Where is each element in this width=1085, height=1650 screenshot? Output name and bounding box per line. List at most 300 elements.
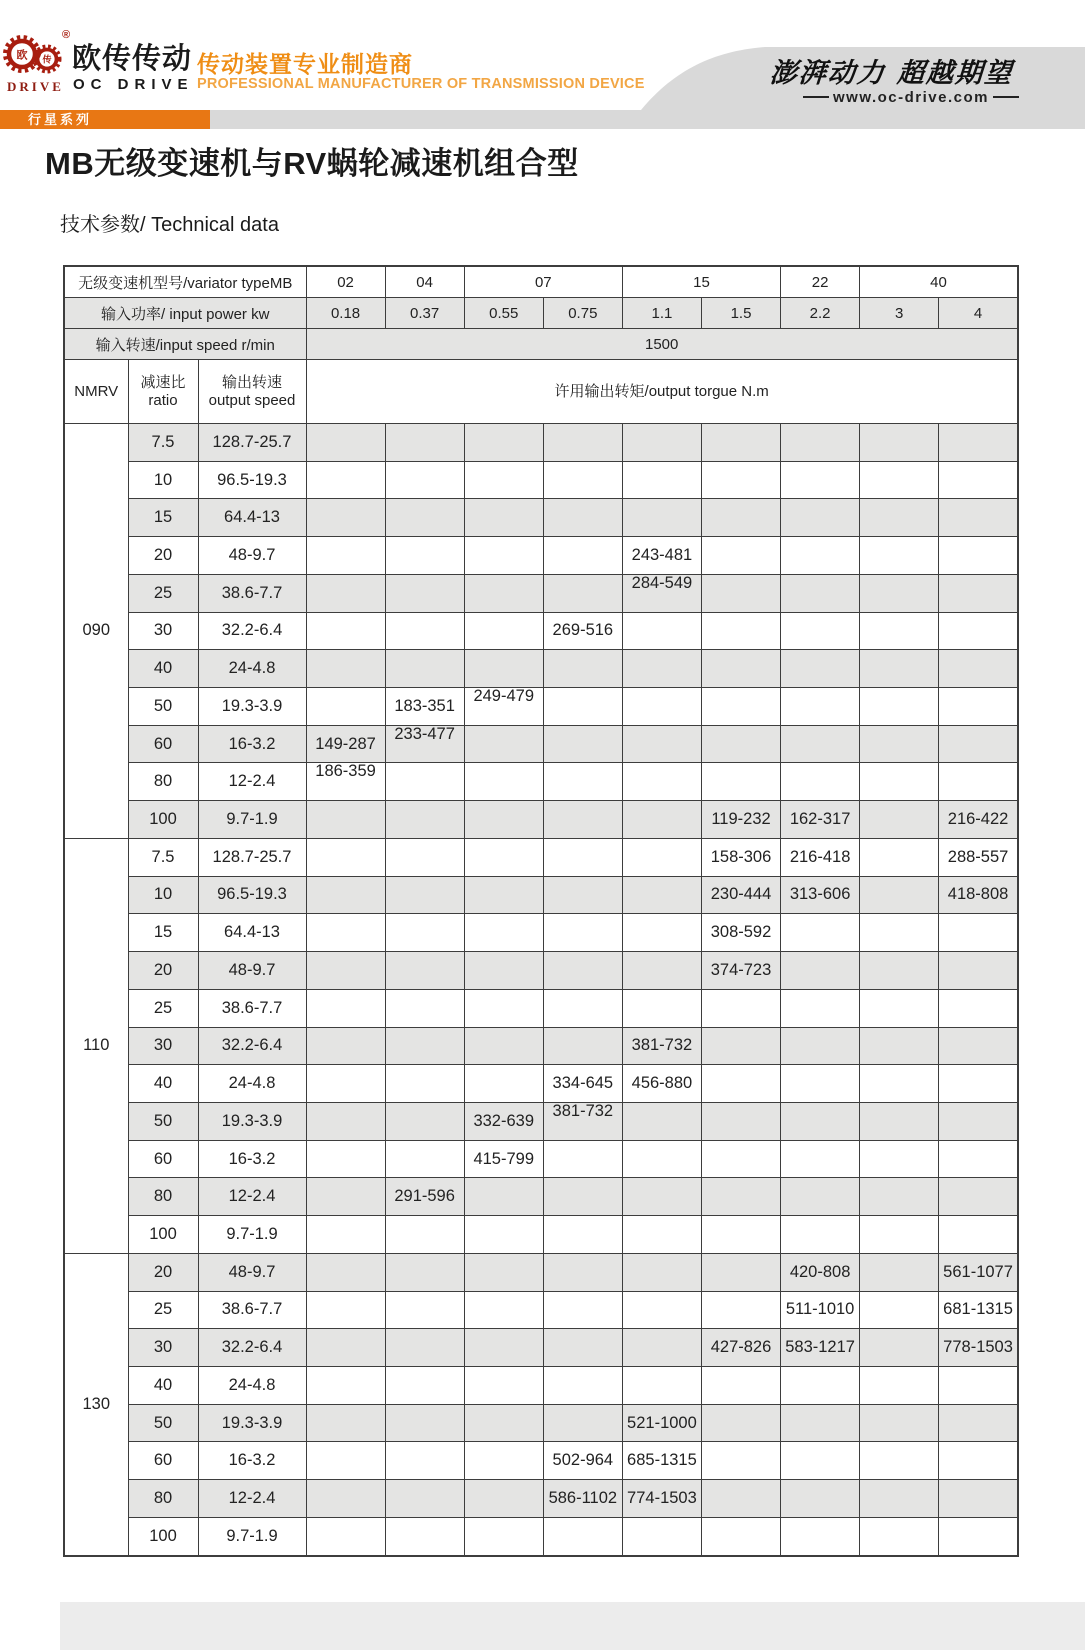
- torque-cell: [860, 952, 939, 990]
- output-speed-cell: 9.7-1.9: [198, 801, 306, 839]
- torque-cell: [464, 876, 543, 914]
- torque-cell: 288-557: [939, 838, 1018, 876]
- table-row: [64, 914, 1018, 952]
- torque-cell: [543, 725, 622, 763]
- torque-cell: [701, 1065, 780, 1103]
- oc-drive-gears-logo-icon: [2, 30, 66, 82]
- ratio-cell: 30: [128, 1027, 198, 1065]
- torque-cell: 216-418: [781, 838, 860, 876]
- torque-cell: [464, 650, 543, 688]
- tech-table-body: [64, 266, 1018, 1556]
- torque-cell: 149-287: [306, 725, 385, 763]
- torque-cell: [860, 650, 939, 688]
- torque-cell: 308-592: [701, 914, 780, 952]
- torque-cell: [860, 537, 939, 575]
- torque-cell: [622, 914, 701, 952]
- table-row: [64, 499, 1018, 537]
- torque-cell: 374-723: [701, 952, 780, 990]
- torque-cell: [385, 424, 464, 462]
- output-speed-cell: 12-2.4: [198, 1178, 306, 1216]
- ratio-cell: 60: [128, 1140, 198, 1178]
- nmrv-section-label: 090: [64, 424, 128, 839]
- output-speed-cell: 32.2-6.4: [198, 1329, 306, 1367]
- output-speed-cell: 96.5-19.3: [198, 876, 306, 914]
- torque-cell: [860, 725, 939, 763]
- torque-cell: [781, 1216, 860, 1254]
- torque-cell: [939, 424, 1018, 462]
- header-power-value: 0.75: [543, 298, 622, 329]
- output-speed-cell: 64.4-13: [198, 499, 306, 537]
- ratio-cell: 50: [128, 688, 198, 726]
- torque-cell: [622, 612, 701, 650]
- table-row: [64, 1291, 1018, 1329]
- torque-cell: [385, 1442, 464, 1480]
- torque-cell: 291-596: [385, 1178, 464, 1216]
- output-speed-cell: 38.6-7.7: [198, 574, 306, 612]
- torque-cell: [464, 461, 543, 499]
- output-speed-cell: 9.7-1.9: [198, 1216, 306, 1254]
- torque-cell: [701, 1480, 780, 1518]
- header-power-value: 0.18: [306, 298, 385, 329]
- torque-cell: [939, 725, 1018, 763]
- table-row: [64, 612, 1018, 650]
- output-speed-cell: 128.7-25.7: [198, 424, 306, 462]
- header-power-value: 4: [939, 298, 1018, 329]
- torque-cell: [701, 1216, 780, 1254]
- torque-cell: [781, 1442, 860, 1480]
- table-row: [64, 876, 1018, 914]
- output-speed-cell: 9.7-1.9: [198, 1517, 306, 1555]
- torque-cell: [781, 1140, 860, 1178]
- ratio-cell: 15: [128, 914, 198, 952]
- torque-cell: [306, 952, 385, 990]
- torque-cell: [622, 989, 701, 1027]
- torque-cell: [781, 989, 860, 1027]
- ratio-cell: 25: [128, 1291, 198, 1329]
- torque-cell: 681-1315: [939, 1291, 1018, 1329]
- output-speed-cell: 16-3.2: [198, 1140, 306, 1178]
- torque-cell: 586-1102: [543, 1480, 622, 1518]
- table-row: [64, 1140, 1018, 1178]
- table-row: [64, 1366, 1018, 1404]
- torque-cell: [701, 499, 780, 537]
- table-row: [64, 1027, 1018, 1065]
- header-power-value: 2.2: [781, 298, 860, 329]
- torque-cell: [464, 989, 543, 1027]
- torque-cell: [464, 1027, 543, 1065]
- ratio-cell: 80: [128, 1480, 198, 1518]
- torque-cell: [939, 461, 1018, 499]
- torque-cell: [306, 1291, 385, 1329]
- gear-char-2: 传: [42, 54, 52, 65]
- torque-cell: [464, 1442, 543, 1480]
- torque-cell: [464, 1291, 543, 1329]
- torque-cell: 249-479: [464, 688, 543, 726]
- torque-cell: [543, 574, 622, 612]
- torque-cell: [939, 1517, 1018, 1555]
- torque-cell: [860, 1442, 939, 1480]
- ratio-cell: 7.5: [128, 424, 198, 462]
- torque-cell: [701, 650, 780, 688]
- torque-cell: [306, 537, 385, 575]
- torque-cell: [622, 688, 701, 726]
- torque-cell: [781, 1517, 860, 1555]
- ratio-cell: 40: [128, 650, 198, 688]
- nmrv-section-label: 130: [64, 1253, 128, 1555]
- technical-data-table-wrap: [63, 265, 1019, 1557]
- torque-cell: 186-359: [306, 763, 385, 801]
- torque-cell: [385, 461, 464, 499]
- torque-cell: [385, 1216, 464, 1254]
- torque-cell: [385, 1102, 464, 1140]
- torque-cell: [543, 1216, 622, 1254]
- torque-cell: 243-481: [622, 537, 701, 575]
- torque-cell: [701, 537, 780, 575]
- torque-cell: [939, 1027, 1018, 1065]
- torque-cell: [622, 952, 701, 990]
- nmrv-section-label: 110: [64, 838, 128, 1253]
- ratio-cell: 15: [128, 499, 198, 537]
- torque-cell: [385, 537, 464, 575]
- torque-cell: [701, 1442, 780, 1480]
- table-row: [64, 1102, 1018, 1140]
- torque-cell: [939, 1480, 1018, 1518]
- torque-cell: [781, 1065, 860, 1103]
- torque-cell: [385, 612, 464, 650]
- torque-cell: [622, 1291, 701, 1329]
- torque-cell: [860, 838, 939, 876]
- torque-cell: [543, 952, 622, 990]
- torque-cell: [781, 763, 860, 801]
- table-row: [64, 1517, 1018, 1555]
- torque-cell: [781, 1480, 860, 1518]
- header-col-output-speed: 输出转速 output speed: [198, 360, 306, 424]
- torque-cell: 456-880: [622, 1065, 701, 1103]
- torque-cell: [860, 424, 939, 462]
- torque-cell: [701, 1102, 780, 1140]
- header-power-label: 输入功率/ input power kw: [64, 298, 306, 329]
- torque-cell: [939, 989, 1018, 1027]
- torque-cell: [622, 1140, 701, 1178]
- torque-cell: [543, 801, 622, 839]
- torque-cell: [781, 461, 860, 499]
- output-speed-cell: 24-4.8: [198, 650, 306, 688]
- torque-cell: [939, 1065, 1018, 1103]
- table-row: [64, 1178, 1018, 1216]
- torque-cell: [622, 876, 701, 914]
- torque-cell: [306, 801, 385, 839]
- torque-cell: 685-1315: [622, 1442, 701, 1480]
- torque-cell: [860, 1140, 939, 1178]
- torque-cell: [543, 914, 622, 952]
- header-speed-label: 输入转速/input speed r/min: [64, 329, 306, 360]
- torque-cell: [701, 1517, 780, 1555]
- torque-cell: 158-306: [701, 838, 780, 876]
- output-speed-cell: 24-4.8: [198, 1366, 306, 1404]
- torque-cell: [543, 876, 622, 914]
- torque-cell: 230-444: [701, 876, 780, 914]
- torque-cell: [306, 1404, 385, 1442]
- ratio-cell: 80: [128, 763, 198, 801]
- torque-cell: [306, 1517, 385, 1555]
- torque-cell: [464, 537, 543, 575]
- page-subtitle: 技术参数/ Technical data: [60, 214, 279, 236]
- torque-cell: [306, 574, 385, 612]
- torque-cell: [543, 1517, 622, 1555]
- torque-cell: 381-732: [622, 1027, 701, 1065]
- torque-cell: [464, 1253, 543, 1291]
- torque-cell: [385, 989, 464, 1027]
- torque-cell: [939, 499, 1018, 537]
- torque-cell: [860, 461, 939, 499]
- output-speed-cell: 48-9.7: [198, 537, 306, 575]
- torque-cell: [543, 424, 622, 462]
- table-row: [64, 952, 1018, 990]
- torque-cell: [860, 1404, 939, 1442]
- torque-cell: [622, 838, 701, 876]
- torque-cell: [781, 650, 860, 688]
- torque-cell: [543, 1027, 622, 1065]
- header-speed-value: 1500: [306, 329, 1018, 360]
- gray-swoosh-banner: [615, 45, 1085, 110]
- torque-cell: [622, 1253, 701, 1291]
- slogan-english: PROFESSIONAL MANUFACTURER OF TRANSMISSION DEVICE: [197, 76, 645, 92]
- torque-cell: [781, 612, 860, 650]
- torque-cell: [939, 914, 1018, 952]
- series-tab-label: 行星系列: [28, 112, 93, 127]
- torque-cell: [543, 1140, 622, 1178]
- ratio-cell: 10: [128, 461, 198, 499]
- torque-cell: [464, 725, 543, 763]
- torque-cell: [622, 763, 701, 801]
- torque-cell: [385, 1140, 464, 1178]
- series-tab: [0, 110, 210, 129]
- torque-cell: [543, 1291, 622, 1329]
- torque-cell: 332-639: [464, 1102, 543, 1140]
- ratio-cell: 30: [128, 612, 198, 650]
- header-variator-type: 07: [464, 266, 622, 298]
- output-speed-cell: 64.4-13: [198, 914, 306, 952]
- torque-cell: [781, 1366, 860, 1404]
- torque-cell: 502-964: [543, 1442, 622, 1480]
- torque-cell: [622, 1216, 701, 1254]
- table-row: [64, 424, 1018, 462]
- torque-cell: [306, 688, 385, 726]
- gear-char-1: 欧: [16, 49, 28, 62]
- torque-cell: 561-1077: [939, 1253, 1018, 1291]
- torque-cell: [464, 801, 543, 839]
- torque-cell: [306, 989, 385, 1027]
- torque-cell: [781, 688, 860, 726]
- ratio-cell: 30: [128, 1329, 198, 1367]
- torque-cell: [939, 1140, 1018, 1178]
- torque-cell: [860, 1065, 939, 1103]
- table-row: [64, 1216, 1018, 1254]
- torque-cell: [306, 1140, 385, 1178]
- torque-cell: [939, 688, 1018, 726]
- torque-cell: [306, 1253, 385, 1291]
- torque-cell: [543, 989, 622, 1027]
- header-variator-type: 40: [860, 266, 1018, 298]
- torque-cell: [385, 763, 464, 801]
- torque-cell: 774-1503: [622, 1480, 701, 1518]
- torque-cell: [939, 1178, 1018, 1216]
- dash-right: [993, 96, 1019, 98]
- torque-cell: [860, 612, 939, 650]
- torque-cell: [860, 989, 939, 1027]
- torque-cell: [385, 801, 464, 839]
- ratio-cell: 25: [128, 574, 198, 612]
- torque-cell: [860, 914, 939, 952]
- torque-cell: 334-645: [543, 1065, 622, 1103]
- torque-cell: [306, 1329, 385, 1367]
- torque-cell: 427-826: [701, 1329, 780, 1367]
- header-col-ratio: 减速比 ratio: [128, 360, 198, 424]
- torque-cell: [701, 1140, 780, 1178]
- torque-cell: [622, 461, 701, 499]
- brand-tagline: 澎湃动力 超越期望: [768, 58, 1014, 89]
- torque-cell: [701, 725, 780, 763]
- torque-cell: [622, 499, 701, 537]
- output-speed-cell: 96.5-19.3: [198, 461, 306, 499]
- torque-cell: [385, 1366, 464, 1404]
- page-title: MB无级变速机与RV蜗轮减速机组合型: [45, 146, 579, 181]
- torque-cell: 284-549: [622, 574, 701, 612]
- torque-cell: [306, 914, 385, 952]
- torque-cell: [939, 763, 1018, 801]
- table-row: [64, 989, 1018, 1027]
- torque-cell: [464, 1178, 543, 1216]
- torque-cell: [860, 1291, 939, 1329]
- torque-cell: [781, 537, 860, 575]
- header-variator-type: 04: [385, 266, 464, 298]
- output-speed-cell: 128.7-25.7: [198, 838, 306, 876]
- ratio-cell: 80: [128, 1178, 198, 1216]
- torque-cell: [306, 1366, 385, 1404]
- torque-cell: [860, 801, 939, 839]
- header-variator-label: 无级变速机型号/variator typeMB: [64, 266, 306, 298]
- website-url: www.oc-drive.com: [799, 89, 1023, 106]
- torque-cell: [622, 801, 701, 839]
- header-variator-type: 22: [781, 266, 860, 298]
- output-speed-cell: 16-3.2: [198, 725, 306, 763]
- torque-cell: [464, 1366, 543, 1404]
- torque-cell: [622, 424, 701, 462]
- torque-cell: 381-732: [543, 1102, 622, 1140]
- torque-cell: [860, 1102, 939, 1140]
- torque-cell: [306, 1027, 385, 1065]
- torque-cell: [701, 688, 780, 726]
- output-speed-cell: 48-9.7: [198, 952, 306, 990]
- table-row: [64, 688, 1018, 726]
- torque-cell: [701, 424, 780, 462]
- torque-cell: [306, 1178, 385, 1216]
- footer-band: [60, 1602, 1085, 1650]
- header-power-value: 0.55: [464, 298, 543, 329]
- torque-cell: [781, 1102, 860, 1140]
- torque-cell: 119-232: [701, 801, 780, 839]
- torque-cell: [939, 1216, 1018, 1254]
- torque-cell: 233-477: [385, 725, 464, 763]
- torque-cell: [385, 1253, 464, 1291]
- series-strip: [0, 110, 1085, 129]
- torque-cell: [860, 876, 939, 914]
- torque-cell: [543, 537, 622, 575]
- torque-cell: [701, 1404, 780, 1442]
- torque-cell: [939, 650, 1018, 688]
- torque-cell: [306, 838, 385, 876]
- torque-cell: [543, 838, 622, 876]
- torque-cell: [543, 1178, 622, 1216]
- torque-cell: [385, 499, 464, 537]
- torque-cell: 420-808: [781, 1253, 860, 1291]
- torque-cell: [701, 574, 780, 612]
- registered-trademark-mark: ®: [62, 29, 71, 41]
- torque-cell: [385, 838, 464, 876]
- ratio-cell: 20: [128, 537, 198, 575]
- torque-cell: [543, 1404, 622, 1442]
- table-row: [64, 266, 1018, 298]
- ratio-cell: 10: [128, 876, 198, 914]
- output-speed-cell: 38.6-7.7: [198, 989, 306, 1027]
- torque-cell: 269-516: [543, 612, 622, 650]
- torque-cell: [385, 1329, 464, 1367]
- torque-cell: [464, 1404, 543, 1442]
- torque-cell: [385, 1027, 464, 1065]
- ratio-cell: 100: [128, 1216, 198, 1254]
- ratio-cell: 100: [128, 1517, 198, 1555]
- torque-cell: [860, 1216, 939, 1254]
- torque-cell: [306, 876, 385, 914]
- table-row: [64, 763, 1018, 801]
- table-row: [64, 725, 1018, 763]
- torque-cell: [622, 650, 701, 688]
- table-row: [64, 574, 1018, 612]
- table-row: [64, 650, 1018, 688]
- torque-cell: [860, 1366, 939, 1404]
- torque-cell: [306, 1442, 385, 1480]
- torque-cell: [939, 1102, 1018, 1140]
- torque-cell: [543, 763, 622, 801]
- output-speed-cell: 19.3-3.9: [198, 688, 306, 726]
- torque-cell: [860, 1517, 939, 1555]
- torque-cell: [543, 1366, 622, 1404]
- torque-cell: [860, 499, 939, 537]
- torque-cell: [464, 914, 543, 952]
- torque-cell: [781, 499, 860, 537]
- torque-cell: [860, 1329, 939, 1367]
- output-speed-cell: 32.2-6.4: [198, 1027, 306, 1065]
- torque-cell: [622, 1329, 701, 1367]
- torque-cell: [385, 1291, 464, 1329]
- torque-cell: 313-606: [781, 876, 860, 914]
- torque-cell: [385, 1065, 464, 1103]
- table-row: [64, 838, 1018, 876]
- torque-cell: [543, 688, 622, 726]
- torque-cell: [701, 1253, 780, 1291]
- torque-cell: [543, 650, 622, 688]
- torque-cell: [781, 574, 860, 612]
- ratio-cell: 60: [128, 725, 198, 763]
- tech-table: [63, 265, 1019, 1557]
- output-speed-cell: 32.2-6.4: [198, 612, 306, 650]
- torque-cell: [939, 1366, 1018, 1404]
- torque-cell: [622, 1102, 701, 1140]
- dash-left: [803, 96, 829, 98]
- torque-cell: [464, 763, 543, 801]
- torque-cell: [543, 499, 622, 537]
- torque-cell: [622, 1178, 701, 1216]
